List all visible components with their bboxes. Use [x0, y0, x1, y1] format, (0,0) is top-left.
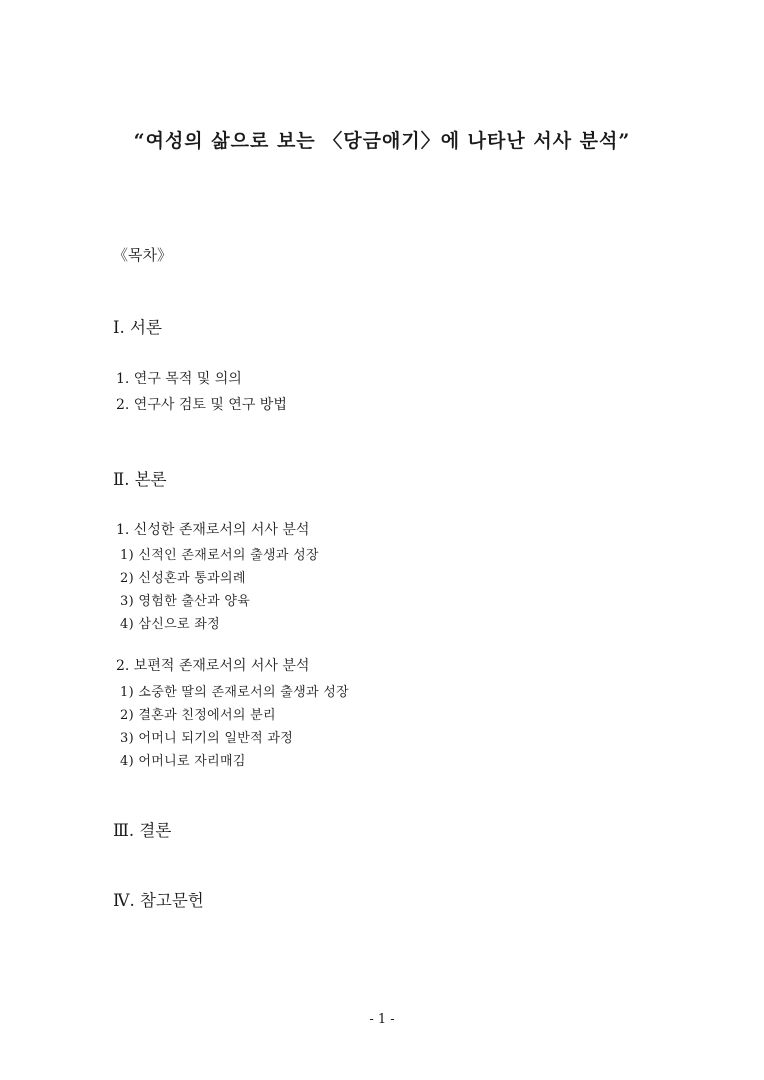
toc-item: 3) 어머니 되기의 일반적 과정 — [120, 731, 294, 746]
toc-section-introduction: Ⅰ. 서론 — [113, 318, 162, 337]
toc-subsection: 1. 신성한 존재로서의 서사 분석 — [116, 522, 310, 538]
toc-subsection: 1. 연구 목적 및 의의 — [116, 371, 242, 387]
toc-item: 4) 삼신으로 좌정 — [120, 617, 220, 632]
toc-heading: 《목차》 — [113, 246, 172, 264]
toc-item: 2) 신성혼과 통과의례 — [120, 571, 246, 586]
toc-section-references: Ⅳ. 참고문헌 — [113, 891, 204, 910]
toc-item: 2) 결혼과 친정에서의 분리 — [120, 708, 276, 723]
toc-item: 1) 신적인 존재로서의 출생과 성장 — [120, 548, 319, 563]
toc-item: 3) 영험한 출산과 양육 — [120, 594, 251, 609]
toc-subsection: 2. 보편적 존재로서의 서사 분석 — [116, 658, 310, 674]
page-number: - 1 - — [369, 1012, 395, 1027]
toc-section-conclusion: Ⅲ. 결론 — [113, 821, 172, 840]
toc-item: 1) 소중한 딸의 존재로서의 출생과 성장 — [120, 685, 349, 700]
toc-section-body: Ⅱ. 본론 — [113, 470, 167, 489]
toc-subsection: 2. 연구사 검토 및 연구 방법 — [116, 397, 287, 413]
toc-item: 4) 어머니로 자리매김 — [120, 754, 246, 769]
document-title: “여성의 삶으로 보는 〈당금애기〉에 나타난 서사 분석” — [133, 130, 631, 152]
